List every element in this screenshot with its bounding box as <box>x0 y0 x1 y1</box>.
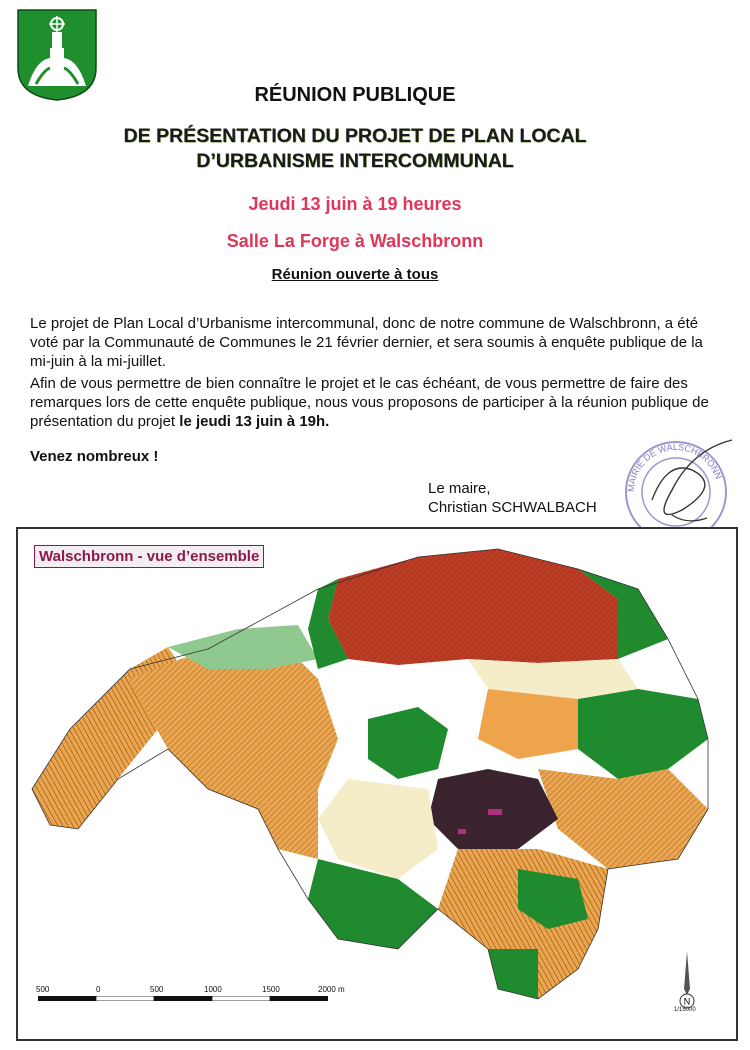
subtitle-line-1: DE PRÉSENTATION DU PROJET DE PLAN LOCAL <box>123 125 587 147</box>
paragraph-invitation-date: le jeudi 13 juin à 19h. <box>179 413 330 430</box>
open-notice: Réunion ouverte à tous <box>271 266 439 283</box>
map-panel <box>16 527 738 1041</box>
north-label: N <box>683 996 691 1007</box>
scale-bar <box>38 996 328 1001</box>
paragraph-invitation-text: Afin de vous permettre de bien connaître le projet et le cas échéant, de vous permettre de faire des remarques lors de cette enquête publique, nous vous proposons de participer à la réunion publique de présentation du projet <box>30 375 709 430</box>
cadastral-map <box>18 529 736 1039</box>
event-venue: Salle La Forge à Walschbronn <box>226 231 484 251</box>
map-ratio: 1/15000 <box>674 1007 696 1013</box>
scale-label: 0 <box>96 985 101 994</box>
scale-label: 1500 <box>262 985 280 994</box>
page-title: RÉUNION PUBLIQUE <box>254 84 456 106</box>
closing-call: Venez nombreux ! <box>30 448 159 465</box>
scale-label: 1000 <box>204 985 222 994</box>
scale-label: 2000 m <box>318 985 345 994</box>
signature-name: Christian SCHWALBACH <box>428 499 597 516</box>
north-arrow-icon <box>672 949 702 1029</box>
event-date: Jeudi 13 juin à 19 heures <box>248 194 462 214</box>
map-title: Walschbronn - vue d’ensemble <box>34 545 264 568</box>
signature-role: Le maire, <box>428 480 491 497</box>
scale-label: 500 <box>36 985 50 994</box>
subtitle-line-2: D’URBANISME INTERCOMMUNAL <box>196 150 514 172</box>
paragraph-project: Le projet de Plan Local d’Urbanisme intercommunal, donc de notre commune de Walschbronn, a été voté par la Communauté de Communes le 21 février dernier, et sera soumis à enquête publique de la mi-juin à la mi-juillet. <box>30 315 703 370</box>
paragraph-invitation <box>30 374 720 431</box>
signature-block <box>428 479 597 517</box>
scale-label: 500 <box>150 985 164 994</box>
stamp-text: MAIRIE DE WALSCHBRONN <box>625 441 724 493</box>
subtitle <box>0 124 730 174</box>
